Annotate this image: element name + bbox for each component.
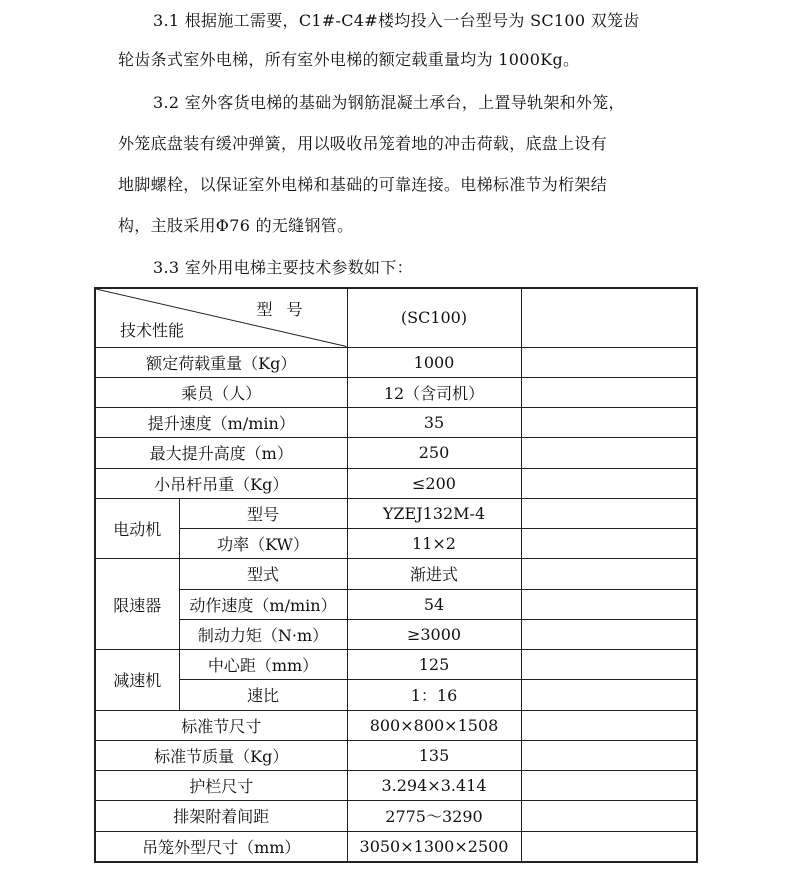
- row-label: 型号: [179, 498, 347, 528]
- table-row: [95, 801, 697, 831]
- empty-cell: [521, 559, 697, 589]
- spec-table: [94, 287, 698, 863]
- table-row: [95, 408, 697, 438]
- row-label: 乘员（人）: [95, 377, 347, 407]
- table-row: [95, 468, 697, 498]
- empty-cell: [521, 529, 697, 559]
- header-perf-label: 技术性能: [120, 320, 185, 340]
- empty-cell: [521, 408, 697, 438]
- group-label: 减速机: [95, 650, 179, 711]
- row-value: 125: [347, 650, 521, 680]
- row-label: 标准节尺寸: [95, 710, 347, 740]
- table-row: [95, 710, 697, 740]
- row-value: 1：16: [347, 680, 521, 710]
- table-row: [95, 589, 697, 619]
- empty-cell: [521, 619, 697, 649]
- row-label: 吊笼外型尺寸（mm）: [95, 831, 347, 862]
- row-value: 35: [347, 408, 521, 438]
- text-line: 3.3 室外用电梯主要技术参数如下：: [153, 258, 413, 277]
- group-label: 限速器: [95, 559, 179, 650]
- row-value: 11×2: [347, 529, 521, 559]
- table-row: [95, 619, 697, 649]
- empty-cell: [521, 771, 697, 801]
- empty-cell: [521, 377, 697, 407]
- empty-cell: [521, 468, 697, 498]
- row-value: 54: [347, 589, 521, 619]
- table-header-row: [95, 288, 697, 347]
- row-label: 速比: [179, 680, 347, 710]
- row-label: 型式: [179, 559, 347, 589]
- empty-cell: [521, 347, 697, 377]
- group-label: 电动机: [95, 498, 179, 559]
- row-value: ≤200: [347, 468, 521, 498]
- text-line: 构，主肢采用Φ76 的无缝钢管。: [118, 216, 354, 235]
- table-row: [95, 771, 697, 801]
- row-value: 2775～3290: [347, 801, 521, 831]
- empty-cell: [521, 801, 697, 831]
- table-row: [95, 377, 697, 407]
- table-row: [95, 650, 697, 680]
- row-value: ≥3000: [347, 619, 521, 649]
- empty-cell: [521, 650, 697, 680]
- row-label: 额定荷载重量（Kg）: [95, 347, 347, 377]
- row-label: 功率（KW）: [179, 529, 347, 559]
- header-model-label: 型号: [256, 300, 317, 319]
- row-label: 标准节质量（Kg）: [95, 740, 347, 770]
- row-value: 3050×1300×2500: [347, 831, 521, 862]
- row-label: 最大提升高度（m）: [95, 438, 347, 468]
- empty-cell: [521, 589, 697, 619]
- row-label: 动作速度（m/min）: [179, 589, 347, 619]
- row-value: YZEJ132M-4: [347, 498, 521, 528]
- table-row: [95, 740, 697, 770]
- text-line: 轮齿条式室外电梯，所有室外电梯的额定载重量均为 1000Kg。: [118, 50, 580, 69]
- row-value: 12（含司机）: [347, 377, 521, 407]
- row-value: 250: [347, 438, 521, 468]
- table-row: [95, 498, 697, 528]
- row-value: 渐进式: [347, 559, 521, 589]
- text-line: 3.2 室外客货电梯的基础为钢筋混凝土承台，上置导轨架和外笼，: [153, 93, 625, 112]
- empty-cell: [521, 831, 697, 862]
- empty-cell: [521, 288, 697, 347]
- table-row: [95, 680, 697, 710]
- table-row: [95, 438, 697, 468]
- empty-cell: [521, 438, 697, 468]
- empty-cell: [521, 498, 697, 528]
- row-label: 排架附着间距: [95, 801, 347, 831]
- row-label: 提升速度（m/min）: [95, 408, 347, 438]
- empty-cell: [521, 680, 697, 710]
- row-value: 800×800×1508: [347, 710, 521, 740]
- row-value: 135: [347, 740, 521, 770]
- header-model-value: (SC100): [347, 288, 521, 347]
- empty-cell: [521, 710, 697, 740]
- empty-cell: [521, 740, 697, 770]
- row-value: 3.294×3.414: [347, 771, 521, 801]
- row-label: 护栏尺寸: [95, 771, 347, 801]
- table-row: [95, 831, 697, 862]
- table-row: [95, 529, 697, 559]
- text-line: 3.1 根据施工需要，C1#-C4#楼均投入一台型号为 SC100 双笼齿: [153, 11, 640, 30]
- table-row: [95, 559, 697, 589]
- row-label: 制动力矩（N·m）: [179, 619, 347, 649]
- row-value: 1000: [347, 347, 521, 377]
- text-line: 外笼底盘装有缓冲弹簧，用以吸收吊笼着地的冲击荷载，底盘上设有: [118, 134, 608, 153]
- row-label: 中心距（mm）: [179, 650, 347, 680]
- table-row: [95, 347, 697, 377]
- diagonal-header-cell: [95, 288, 347, 347]
- text-line: 地脚螺栓，以保证室外电梯和基础的可靠连接。电梯标准节为桁架结: [118, 175, 608, 194]
- row-label: 小吊杆吊重（Kg）: [95, 468, 347, 498]
